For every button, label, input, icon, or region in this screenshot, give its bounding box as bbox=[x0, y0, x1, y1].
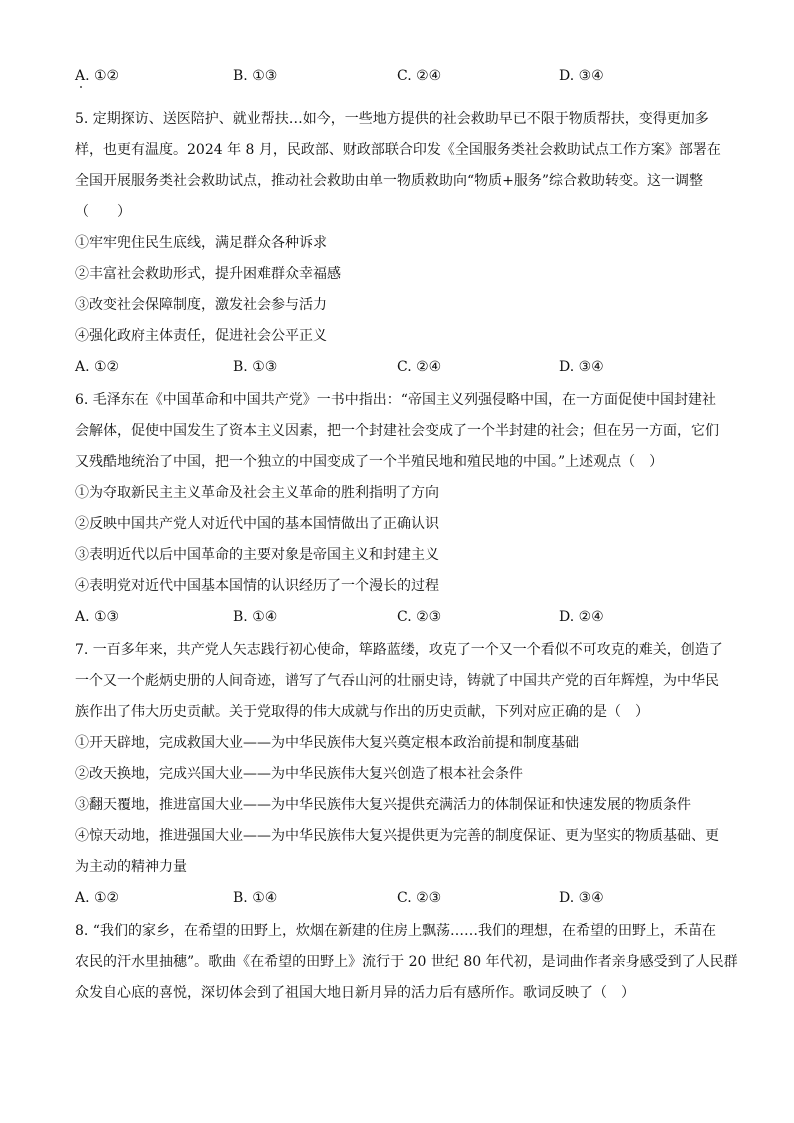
q6-stem-line: 6. 毛泽东在《中国革命和中国共产党》一书中指出：“帝国主义列强侵略中国，在一方面促使中国封建社 bbox=[75, 392, 716, 408]
q4-option-a[interactable]: A. ①② bbox=[75, 68, 120, 84]
q4-options bbox=[75, 66, 735, 86]
q6-statement-2: ②反映中国共产党人对近代中国的基本国情做出了正确认识 bbox=[75, 516, 439, 532]
q7-options bbox=[75, 888, 735, 908]
q7-statement-4-cont: 为主动的精神力量 bbox=[75, 859, 187, 875]
q5-options bbox=[75, 357, 735, 377]
q6-statement-4: ④表明党对近代中国基本国情的认识经历了一个漫长的过程 bbox=[75, 578, 439, 594]
q6-option-b[interactable]: B. ①④ bbox=[233, 609, 278, 625]
q6-options bbox=[75, 607, 735, 627]
q4-option-c[interactable]: C. ②④ bbox=[397, 68, 442, 84]
q6-statement-3: ③表明近代以后中国革命的主要对象是帝国主义和封建主义 bbox=[75, 547, 439, 563]
q7-stem-line: 一个又一个彪炳史册的人间奇迹，谱写了气吞山河的壮丽史诗，铸就了中国共产党的百年辉煌，为中华民 bbox=[75, 673, 719, 689]
q5-option-a[interactable]: A. ①② bbox=[75, 359, 120, 375]
q7-statement-1: ①开天辟地，完成救国大业——为中华民族伟大复兴奠定根本政治前提和制度基础 bbox=[75, 735, 579, 751]
q5-stem-line: 样，也更有温度。2024 年 8 月，民政部、财政部联合印发《全国服务类社会救助试点工作方案》部署在 bbox=[75, 142, 721, 158]
q5-statement-1: ①牢牢兜住民生底线，满足群众各种诉求 bbox=[75, 235, 327, 251]
q5-answer-blank: （ ） bbox=[75, 204, 131, 220]
q7-stem-line: 族作出了伟大历史贡献。关于党取得的伟大成就与作出的历史贡献，下列对应正确的是（ ） bbox=[75, 704, 649, 720]
q7-option-a[interactable]: A. ①② bbox=[75, 890, 120, 906]
q7-option-b[interactable]: B. ①④ bbox=[233, 890, 278, 906]
q6-statement-1: ①为夺取新民主主义革命及社会主义革命的胜利指明了方向 bbox=[75, 485, 439, 501]
q5-option-c[interactable]: C. ②④ bbox=[397, 359, 442, 375]
q6-stem-line: 又残酷地统治了中国，把一个独立的中国变成了一个半殖民地和殖民地的中国。”上述观点（ ） bbox=[75, 454, 664, 470]
q5-option-b[interactable]: B. ①③ bbox=[233, 359, 278, 375]
q7-statement-2: ②改天换地，完成兴国大业——为中华民族伟大复兴创造了根本社会条件 bbox=[75, 766, 523, 782]
q7-option-d[interactable]: D. ③④ bbox=[559, 890, 604, 906]
q6-stem-line: 会解体，促使中国发生了资本主义因素，把一个封建社会变成了一个半封建的社会；但在另一方面，它们 bbox=[75, 423, 719, 439]
q6-option-d[interactable]: D. ②④ bbox=[559, 609, 604, 625]
q5-statement-3: ③改变社会保障制度，激发社会参与活力 bbox=[75, 297, 327, 313]
q7-option-c[interactable]: C. ②③ bbox=[397, 890, 442, 906]
q4-option-d[interactable]: D. ③④ bbox=[559, 68, 604, 84]
q5-statement-2: ②丰富社会救助形式，提升困难群众幸福感 bbox=[75, 266, 341, 282]
q5-stem-line: 5. 定期探访、送医陪护、就业帮扶…如今，一些地方提供的社会救助早已不限于物质帮扶，变得更加多 bbox=[75, 111, 709, 127]
q5-stem-line: 全国开展服务类社会救助试点，推动社会救助由单一物质救助向“物质+服务”综合救助转变。这一调整 bbox=[75, 173, 704, 189]
q7-stem-line: 7. 一百多年来，共产党人矢志践行初心使命，筚路蓝缕，攻克了一个又一个看似不可攻克的难关，创造了 bbox=[75, 642, 723, 658]
q8-stem-line: 众发自心底的喜悦，深切体会到了祖国大地日新月异的活力后有感所作。歌词反映了（ ） bbox=[75, 985, 635, 1001]
q6-option-a[interactable]: A. ①③ bbox=[75, 609, 120, 625]
q7-statement-4: ④惊天动地，推进强国大业——为中华民族伟大复兴提供更为完善的制度保证、更为坚实的物质基础、更 bbox=[75, 828, 719, 844]
q4-option-b[interactable]: B. ①③ bbox=[233, 68, 278, 84]
q7-statement-3: ③翻天覆地，推进富国大业——为中华民族伟大复兴提供充满活力的体制保证和快速发展的物质条件 bbox=[75, 797, 691, 813]
stray-dot-mark bbox=[80, 86, 82, 88]
q5-statement-4: ④强化政府主体责任，促进社会公平正义 bbox=[75, 328, 327, 344]
q8-stem-line: 农民的汗水里抽穗”。歌曲《在希望的田野上》流行于 20 世纪 80 年代初，是词曲作者亲身感受到了人民群 bbox=[75, 954, 738, 970]
q5-option-d[interactable]: D. ③④ bbox=[559, 359, 604, 375]
q8-stem-line: 8. “我们的家乡，在希望的田野上，炊烟在新建的住房上飘荡……我们的理想，在希望的田野上，禾苗在 bbox=[75, 923, 716, 939]
q6-option-c[interactable]: C. ②③ bbox=[397, 609, 442, 625]
